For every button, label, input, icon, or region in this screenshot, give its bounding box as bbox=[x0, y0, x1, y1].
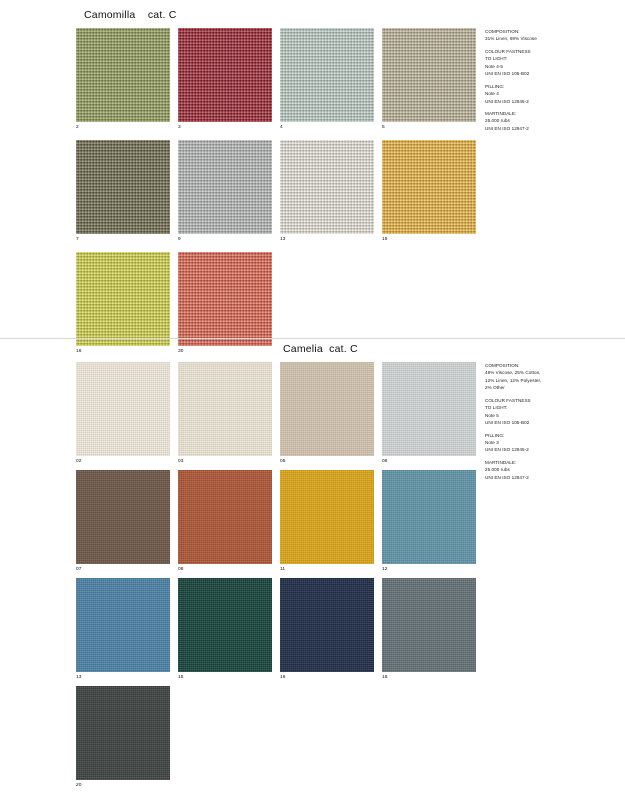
spec-line: 25.000 rubs bbox=[485, 467, 510, 473]
swatch-code: 03 bbox=[178, 459, 184, 464]
swatch[interactable] bbox=[382, 470, 476, 572]
swatch-chip bbox=[280, 470, 374, 564]
swatch[interactable] bbox=[280, 470, 374, 572]
swatch[interactable] bbox=[280, 362, 374, 464]
swatch-chip bbox=[280, 28, 374, 122]
swatch-code: 13 bbox=[280, 237, 286, 242]
swatch-chip bbox=[382, 362, 476, 456]
section-divider bbox=[0, 338, 625, 339]
spec-group bbox=[485, 362, 605, 392]
swatch[interactable] bbox=[178, 470, 272, 572]
spec-heading: PILLING: bbox=[485, 432, 505, 438]
swatch[interactable] bbox=[178, 252, 272, 354]
swatch[interactable] bbox=[76, 28, 170, 130]
spec-heading: MARTINDALE: bbox=[485, 459, 517, 465]
spec-line: UNI EN ISO 105-B02 bbox=[485, 71, 530, 77]
spec-line: 49% Viscose, 25% Cotton, bbox=[485, 370, 541, 376]
spec-line: UNI EN ISO 12945-2 bbox=[485, 447, 529, 453]
swatch-chip bbox=[382, 28, 476, 122]
swatch-code: 08 bbox=[178, 567, 184, 572]
section-title-camomilla: Camomilla cat. C bbox=[84, 9, 177, 21]
swatch-chip bbox=[382, 470, 476, 564]
spec-heading: COLOUR FASTNESS bbox=[485, 397, 531, 403]
swatch-code: 18 bbox=[382, 675, 388, 680]
swatch-chip bbox=[178, 578, 272, 672]
swatch-chip bbox=[76, 578, 170, 672]
swatch-code: 20 bbox=[76, 783, 82, 788]
swatch-chip bbox=[76, 686, 170, 780]
spec-group bbox=[485, 83, 605, 105]
section-title-camelia: Camelia cat. C bbox=[283, 343, 358, 355]
swatch-chip bbox=[178, 252, 272, 346]
spec-block-camomilla bbox=[485, 28, 605, 132]
swatch-code: 15 bbox=[178, 675, 184, 680]
swatch-code: 16 bbox=[280, 675, 286, 680]
swatch[interactable] bbox=[280, 140, 374, 242]
spec-group bbox=[485, 397, 605, 427]
swatch-chip bbox=[382, 578, 476, 672]
swatch[interactable] bbox=[280, 28, 374, 130]
swatch-chip bbox=[76, 470, 170, 564]
swatch-chip bbox=[76, 28, 170, 122]
spec-line: TO LIGHT: bbox=[485, 56, 508, 62]
spec-heading: PILLING: bbox=[485, 83, 505, 89]
swatch-chip bbox=[178, 362, 272, 456]
swatch[interactable] bbox=[382, 28, 476, 130]
swatch[interactable] bbox=[178, 140, 272, 242]
spec-line: 31% Linen, 69% Viscose bbox=[485, 36, 537, 42]
swatch[interactable] bbox=[382, 140, 476, 242]
swatch[interactable] bbox=[178, 28, 272, 130]
swatch-code: 13 bbox=[76, 675, 82, 680]
swatch[interactable] bbox=[280, 578, 374, 680]
spec-group bbox=[485, 28, 605, 43]
swatch-chip bbox=[76, 362, 170, 456]
swatch-code: 07 bbox=[76, 567, 82, 572]
swatch-code: 05 bbox=[280, 459, 286, 464]
swatch-code: 15 bbox=[382, 237, 388, 242]
swatch-code: 5 bbox=[382, 125, 385, 130]
swatch-chip bbox=[178, 140, 272, 234]
swatch[interactable] bbox=[76, 470, 170, 572]
spec-line: Note 5 bbox=[485, 412, 499, 418]
swatch-chip bbox=[178, 470, 272, 564]
spec-line: 2% Other bbox=[485, 385, 505, 391]
swatch[interactable] bbox=[178, 578, 272, 680]
swatch[interactable] bbox=[76, 686, 170, 788]
swatch-code: 30 bbox=[178, 349, 184, 354]
spec-heading: COLOUR FASTNESS bbox=[485, 48, 531, 54]
swatch-code: 9 bbox=[178, 237, 181, 242]
spec-block-camelia bbox=[485, 362, 605, 481]
spec-group bbox=[485, 110, 605, 132]
swatch[interactable] bbox=[382, 362, 476, 464]
swatch-code: 7 bbox=[76, 237, 79, 242]
swatch[interactable] bbox=[382, 578, 476, 680]
spec-line: TO LIGHT: bbox=[485, 405, 508, 411]
spec-line: Note 3 bbox=[485, 439, 499, 445]
spec-group bbox=[485, 48, 605, 78]
spec-line: UNI EN ISO 12945-2 bbox=[485, 98, 529, 104]
swatch[interactable] bbox=[76, 578, 170, 680]
spec-heading: MARTINDALE: bbox=[485, 110, 517, 116]
spec-heading: COMPOSITION: bbox=[485, 363, 520, 368]
swatch-code: 02 bbox=[76, 459, 82, 464]
swatch-code: 11 bbox=[280, 567, 286, 572]
swatch-code: 16 bbox=[76, 349, 82, 354]
spec-line: UNI EN ISO 12947-2 bbox=[485, 125, 529, 131]
swatch-chip bbox=[280, 140, 374, 234]
spec-line: 25.000 rubs bbox=[485, 118, 510, 124]
swatch-chip bbox=[382, 140, 476, 234]
swatch-chip bbox=[280, 362, 374, 456]
swatch-chip bbox=[280, 578, 374, 672]
swatch[interactable] bbox=[76, 252, 170, 354]
swatch-code: 12 bbox=[382, 567, 388, 572]
swatch-code: 4 bbox=[280, 125, 283, 130]
swatch-chip bbox=[76, 140, 170, 234]
spec-line: UNI EN ISO 105-B02 bbox=[485, 420, 530, 426]
spec-line: Note 4-5 bbox=[485, 63, 504, 69]
spec-line: Note 4 bbox=[485, 91, 499, 97]
spec-line: 12% Linen, 12% Polyester, bbox=[485, 377, 542, 383]
swatch-code: 3 bbox=[178, 125, 181, 130]
swatch-code: 2 bbox=[76, 125, 79, 130]
swatch[interactable] bbox=[76, 362, 170, 464]
swatch-chip bbox=[178, 28, 272, 122]
spec-line: UNI EN ISO 12947-2 bbox=[485, 474, 529, 480]
swatch-chip bbox=[76, 252, 170, 346]
swatch-code: 06 bbox=[382, 459, 388, 464]
spec-group bbox=[485, 459, 605, 481]
spec-group bbox=[485, 432, 605, 454]
swatch[interactable] bbox=[178, 362, 272, 464]
spec-heading: COMPOSITION: bbox=[485, 29, 520, 34]
swatch[interactable] bbox=[76, 140, 170, 242]
